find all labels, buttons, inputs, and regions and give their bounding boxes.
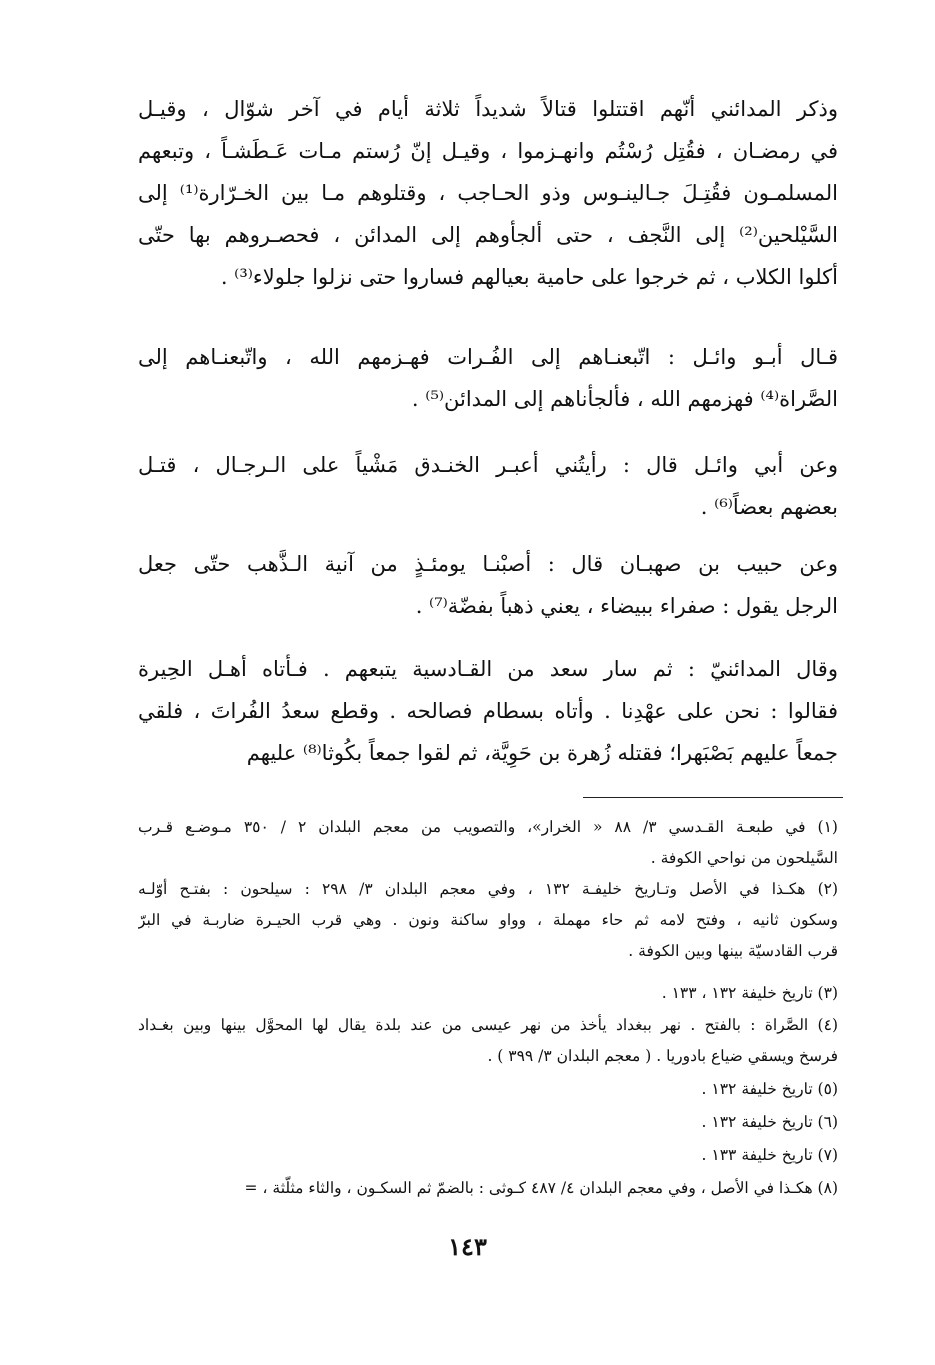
paragraph (138, 543, 838, 627)
footnote (138, 978, 838, 1009)
page-number: ١٤٣ (448, 1232, 487, 1261)
paragraph-line: أكلوا الكلاب ، ثم خرجوا على حامية بعيالهم فساروا حتى نزلوا جلولاء⁽³⁾ . (220, 265, 838, 289)
paragraph-line: الصَّراة⁽⁴⁾ فهزمهم الله ، فألجأناهم إلى المدائن⁽⁵⁾ . (411, 387, 838, 411)
footnote-line: (٤) الصَّراة : بالفتح . نهر ببغداد يأخذ من نهر عيسى من عند بلدة يقال لها المحوَّل بينها وبين بغـداد (138, 1016, 838, 1034)
paragraph-line: وذكر المدائني أنّهم اقتتلوا قتالاً شديداً ثلاثة أيام في آخر شوّال ، وقيـل (138, 97, 838, 121)
paragraph-line: في رمضـان ، فقُتِل رُسْتُم وانهـزموا ، وقيـل إنّ رُستم مـات عَـطَشـاً ، وتبعهم (138, 139, 838, 163)
footnote-line: وسكون ثانيه ، وفتح لامه ثم حاء مهملة ، وواو ساكنة ونون . وهي قرب الحيـرة ضاربـة في البرّ (138, 911, 838, 929)
footnote-line: (٢) هكـذا في الأصل وتـاريخ خليفـة ١٣٢ ، وفي معجم البلدان ٣/ ٢٩٨ : سيلحون : بفتـح أوّلـه (138, 880, 838, 898)
footnote (138, 1140, 838, 1171)
footnote-line: قرب القادسيّة بينها وبين الكوفة . (628, 942, 838, 960)
paragraph-line: الرجل يقول : صفراء ببيضاء ، يعني ذهباً بفضّة⁽⁷⁾ . (415, 594, 838, 618)
footnote-separator (583, 797, 843, 798)
paragraph-line: المسلمـون فقُتِـلَ جـالينـوس وذو الحـاجب ، وقتلوهم مـا بين الخـرّارة⁽¹⁾ إلى (138, 181, 838, 205)
paragraph (138, 444, 838, 528)
footnote (138, 1074, 838, 1105)
footnote-line: السَّيلحون من نواحي الكوفة . (650, 849, 838, 867)
paragraph-line: جمعاً عليهم بَصْبَهرا؛ فقتله زُهرة بن حَوِيَّة، ثم لقوا جمعاً بكُوثا⁽⁸⁾ عليهم (246, 741, 838, 765)
footnote-line: (٦) تاريخ خليفة ١٣٢ . (701, 1113, 838, 1131)
footnote-line: (١) في طبعـة القـدسي ٣/ ٨٨ « الخرار»، والتصويب من معجم البلدان ٢ / ٣٥٠ مـوضـع قـرب (138, 818, 838, 836)
paragraph-line: وقال المدائنيّ : ثم سار سعد من القـادسية يتبعهم . فـأتاه أهـل الحِيرة (138, 657, 838, 681)
footnote (138, 874, 838, 967)
footnote (138, 1107, 838, 1138)
footnote (138, 1173, 838, 1204)
footnote-line: فرسخ ويسقي ضياع بادوريا . ( معجم البلدان ٣/ ٣٩٩ ) . (487, 1047, 838, 1065)
footnote-line: (٥) تاريخ خليفة ١٣٢ . (701, 1080, 838, 1098)
footnote-line: (٧) تاريخ خليفة ١٣٣ . (701, 1146, 838, 1164)
footnote-line: (٨) هكـذا في الأصل ، وفي معجم البلدان ٤/ ٤٨٧ كـوثى : بالضمّ ثم السكـون ، والثاء مثلّثة ، = (244, 1179, 838, 1197)
footnote (138, 812, 838, 874)
paragraph-line: وعن أبي وائـل قال : رأيتُني أعبـر الخنـدق مَشْياً على الـرجـال ، قتـل (138, 453, 838, 477)
paragraph-line: بعضهم بعضاً⁽⁶⁾ . (700, 495, 838, 519)
footnote-line: (٣) تاريخ خليفة ١٣٢ ، ١٣٣ . (661, 984, 838, 1002)
footnote (138, 1010, 838, 1072)
paragraph-line: السَّيْلحين⁽²⁾ إلى النَّجف ، حتى ألجأوهم إلى المدائن ، فحصـروهم بها حتّى (138, 223, 838, 247)
paragraph-line: قـال أبـو وائـل : اتّبعنـاهم إلى الفُـرات فهـزمهم الله ، واتّبعنـاهم إلى (138, 345, 838, 369)
paragraph-line: فقالوا : نحن على عهْدِنا . وأتاه بسطام فصالحه . وقطع سعدُ الفُراتَ ، فلقي (138, 699, 838, 723)
paragraph (138, 336, 838, 420)
paragraph-line: وعن حبيب بن صهبـان قال : أصبْنـا يومئـذٍ من آنية الـذَّهب حتّى جعل (138, 552, 838, 576)
paragraph (138, 648, 838, 774)
paragraph (138, 88, 838, 298)
